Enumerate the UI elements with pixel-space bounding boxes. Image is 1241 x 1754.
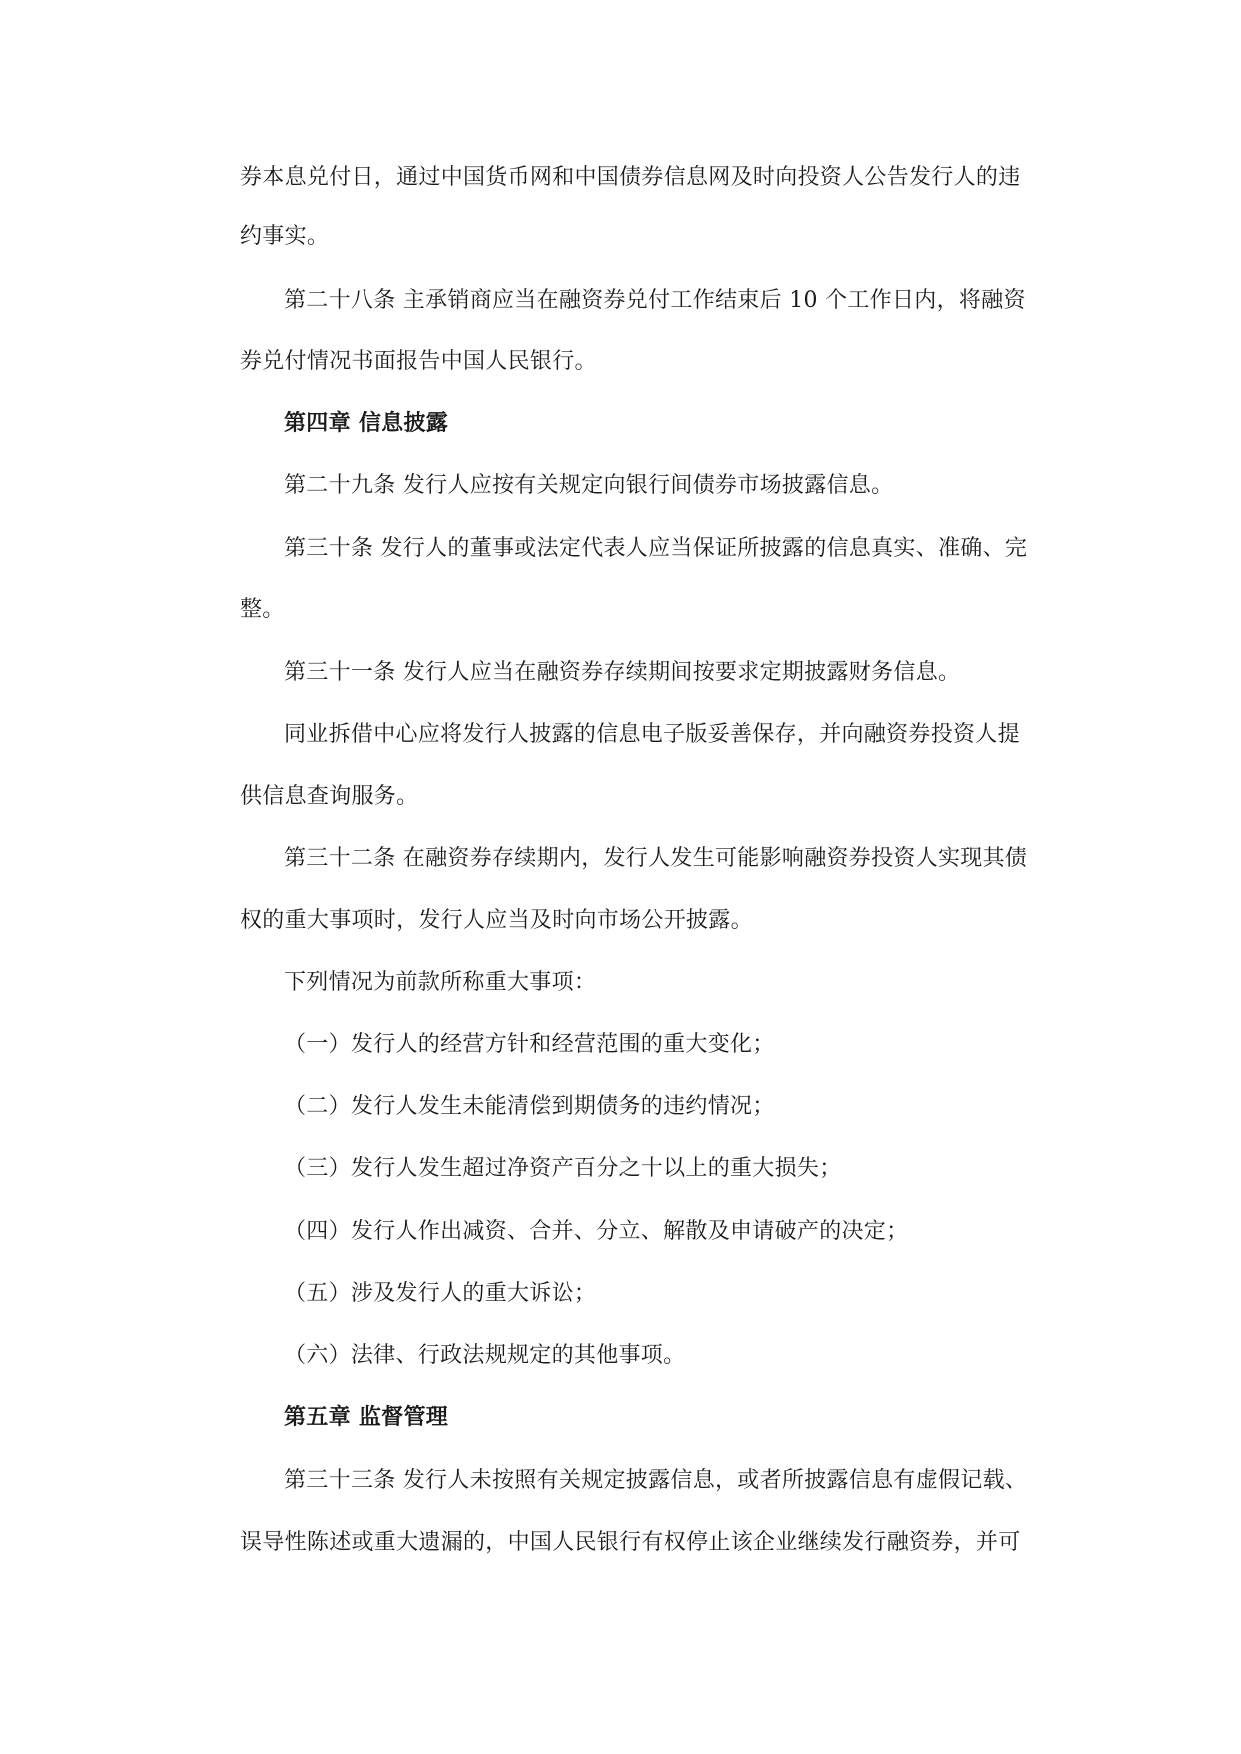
list-item: （二）发行人发生未能清偿到期债务的违约情况；	[284, 1094, 775, 1119]
text-line: 权的重大事项时，发行人应当及时向市场公开披露。	[240, 908, 753, 933]
list-item: （三）发行人发生超过净资产百分之十以上的重大损失；	[284, 1156, 842, 1181]
text-line: 约事实。	[240, 224, 330, 249]
article-29: 第二十九条 发行人应按有关规定向银行间债券市场披露信息。	[284, 473, 894, 498]
text-line: 券本息兑付日，通过中国货币网和中国债券信息网及时向投资人公告发行人的违	[240, 165, 1021, 190]
article-31: 第三十一条 发行人应当在融资券存续期间按要求定期披露财务信息。	[284, 660, 961, 685]
text-line: 券兑付情况书面报告中国人民银行。	[240, 349, 597, 374]
article-28: 第二十八条 主承销商应当在融资券兑付工作结束后 10 个工作日内，将融资	[284, 288, 1026, 313]
list-item: （五）涉及发行人的重大诉讼；	[284, 1281, 597, 1306]
article-30: 第三十条 发行人的董事或法定代表人应当保证所披露的信息真实、准确、完	[284, 536, 1028, 561]
text-line: 整。	[240, 597, 285, 622]
chapter-5-heading: 第五章 监督管理	[284, 1405, 449, 1430]
text-line: 供信息查询服务。	[240, 784, 419, 809]
chapter-4-heading: 第四章 信息披露	[284, 411, 449, 436]
text-line: 误导性陈述或重大遗漏的，中国人民银行有权停止该企业继续发行融资券，并可	[240, 1530, 1021, 1555]
text-line: 同业拆借中心应将发行人披露的信息电子版妥善保存，并向融资券投资人提	[284, 722, 1020, 747]
text-line: 下列情况为前款所称重大事项：	[284, 970, 597, 995]
list-item: （四）发行人作出减资、合并、分立、解散及申请破产的决定；	[284, 1219, 909, 1244]
article-32: 第三十二条 在融资券存续期内，发行人发生可能影响融资券投资人实现其债	[284, 846, 1028, 871]
article-33: 第三十三条 发行人未按照有关规定披露信息，或者所披露信息有虚假记载、	[284, 1468, 1028, 1493]
list-item: （一）发行人的经营方针和经营范围的重大变化；	[284, 1032, 775, 1057]
list-item: （六）法律、行政法规规定的其他事项。	[284, 1343, 686, 1368]
